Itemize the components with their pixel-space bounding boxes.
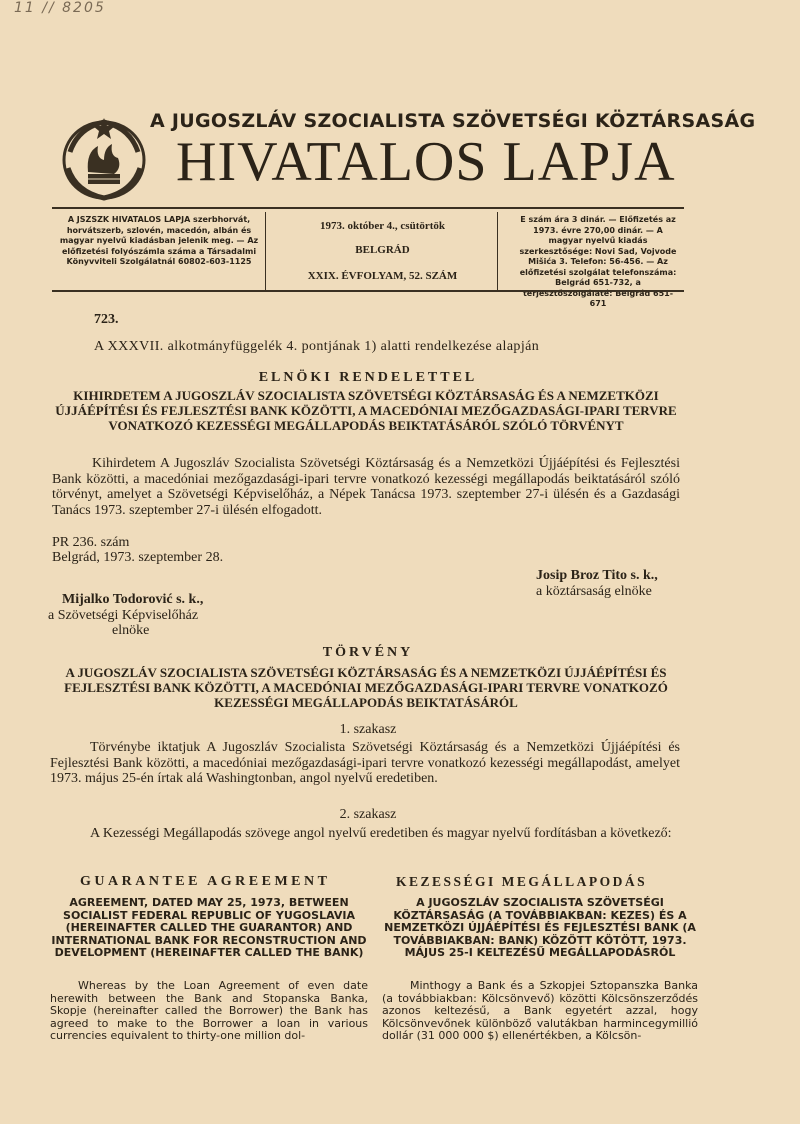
hungarian-body: Minthogy a Bank és a Szkopjei Sztopanszka Banka (a továbbiakban: Kölcsönvevő) közötti Kölcsönszerződés azonos keltezésű, a Bank egyetért azzal, hogy Kölcsönvevőnek különböző valutákban harmincegymillió dollár (31 000 000 $) ellenértékben, a Kölcsön- xyxy=(382,979,698,1042)
handwritten-note: 11 // 8205 xyxy=(14,0,106,16)
signature-todorovic-role-2: elnöke xyxy=(112,623,150,638)
signature-tito-name: Josip Broz Tito s. k., xyxy=(536,568,658,583)
signature-tito-role: a köztársaság elnöke xyxy=(536,584,652,599)
header-issue-info xyxy=(270,215,495,283)
law-heading: TÖRVÉNY xyxy=(322,645,414,660)
header-divider-right xyxy=(497,212,498,290)
issue-number: XXIX. ÉVFOLYAM, 52. SZÁM xyxy=(307,270,458,282)
header-divider-left xyxy=(265,212,266,290)
header-rule-bottom xyxy=(52,290,684,292)
promulgation-text: Kihirdetem A Jugoszláv Szocialista Szövetségi Köztársaság és a Nemzetközi Újjáépítési és Fejlesztési Bank közötti, a macedóniai mezőgazdasági-ipari tervre vonatkozó kezességi megállapodás beiktatásáról szóló törvényt, amelyet a Szövetségi Képviselőház, a Népek Tanácsa 1973. szeptember 27-i ülésén és a Gazdasági Tanács 1973. szeptember 27-i ülésén elfogadott. xyxy=(52,456,680,518)
masthead-country: A JUGOSZLÁV SZOCIALISTA SZÖVETSÉGI KÖZTÁRSASÁG xyxy=(150,110,756,132)
masthead-title: HIVATALOS LAPJA xyxy=(176,131,676,193)
header-right-info: E szám ára 3 dinár. — Előfizetés az 1973. évre 270,00 dinár. — A magyar nyelvű kiadás szerkesztősége: Novi Sad, Vojvode Mišića 3. Telefon: 56-456. — Az előfizetési szolgálat telefonszáma: Belgrád 651-732, a terjesztőszolgálaté: Belgrád 651-671 xyxy=(519,215,677,308)
english-title: AGREEMENT, DATED MAY 25, 1973, BETWEEN SOCIALIST FEDERAL REPUBLIC OF YUGOSLAVIA (HEREINAFTER CALLED THE GUARANTOR) AND INTERNATIONAL BANK FOR RECONSTRUCTION AND DEVELOPMENT (HEREINAFTER CALLED THE BANK) xyxy=(51,896,367,959)
preamble: A XXXVII. alkotmányfüggelék 4. pontjának 1) alatti rendelkezése alapján xyxy=(94,339,540,354)
reference-number: PR 236. szám xyxy=(52,535,130,550)
english-body: Whereas by the Loan Agreement of even date herewith between the Bank and Stopanska Banka, Skopje (hereinafter called the Borrower) the Bank has agreed to make to the Borrower a loan in various currencies equivalent to thirty-one million dol- xyxy=(50,979,368,1042)
section-2-text: A Kezességi Megállapodás szövege angol nyelvű eredetiben és magyar nyelvű fordításban a következő: xyxy=(90,826,672,841)
law-title: A JUGOSZLÁV SZOCIALISTA SZÖVETSÉGI KÖZTÁRSASÁG ÉS A NEMZETKÖZI ÚJJÁÉPÍTÉSI ÉS FEJLESZTÉSI BANK KÖZÖTTI, A MACEDÓNIAI MEZŐGAZDASÁGI-IPARI TERVRE VONATKOZÓ KEZESSÉGI MEGÁLLAPODÁS BEIKTATÁSÁRÓL xyxy=(64,665,668,710)
signature-todorovic-role: a Szövetségi Képviselőház xyxy=(48,608,199,623)
signature-todorovic-name: Mijalko Todorović s. k., xyxy=(62,592,204,607)
issue-city: BELGRÁD xyxy=(355,244,410,256)
decree-heading: ELNÖKI RENDELETTEL xyxy=(258,370,478,385)
issue-date: 1973. október 4., csütörtök xyxy=(319,220,446,232)
hungarian-heading: KEZESSÉGI MEGÁLLAPODÁS xyxy=(396,874,648,889)
header-left-info: A JSZSZK HIVATALOS LAPJA szerbhorvát, horvátszerb, szlovén, macedón, albán és magyar nyelvű kiadásban jelenik meg. — Az előfizetési folyószámla száma a Társadalmi Könyvviteli Szolgálatnál 60802-603-1125 xyxy=(59,215,259,266)
decree-title: KIHIRDETEM A JUGOSZLÁV SZOCIALISTA SZÖVETSÉGI KÖZTÁRSASÁG ÉS A NEMZETKÖZI ÚJJÁÉPÍTÉSI ÉS FEJLESZTÉSI BANK KÖZÖTTI, A MACEDÓNIAI MEZŐGAZDASÁGI-IPARI TERVRE VONATKOZÓ KEZESSÉGI MEGÁLLAPODÁS BEIKTATÁSÁRÓL SZÓLÓ TÖRVÉNYT xyxy=(55,388,677,433)
article-number: 723. xyxy=(94,312,119,327)
section-1-heading: 1. szakasz xyxy=(339,722,397,737)
header-rule-top xyxy=(52,207,684,209)
section-1-text: Törvénybe iktatjuk A Jugoszláv Szocialista Szövetségi Köztársaság és a Nemzetközi Újjáépítési és Fejlesztési Bank közötti, a macedóniai mezőgazdasági-ipari tervre vonatkozó kezességi megállapodást, amelyet 1973. május 25-én írtak alá Washingtonban, angol nyelvű eredetiben. xyxy=(50,740,680,786)
coat-of-arms-icon xyxy=(58,112,150,204)
place-date: Belgrád, 1973. szeptember 28. xyxy=(52,550,224,565)
english-heading: GUARANTEE AGREEMENT xyxy=(80,874,331,889)
hungarian-title: A JUGOSZLÁV SZOCIALISTA SZÖVETSÉGI KÖZTÁRSASÁG (A TOVÁBBIAKBAN: KEZES) ÉS A NEMZETKÖZI ÚJJÁÉPÍTÉSI ÉS FEJLESZTÉSI BANK (A TOVÁBBIAKBAN: BANK) KÖZÖTT KÖTÖTT, 1973. MÁJUS 25-I KELTEZÉSŰ MEGÁLLAPODÁSRÓL xyxy=(384,896,696,959)
section-2-heading: 2. szakasz xyxy=(339,807,397,822)
